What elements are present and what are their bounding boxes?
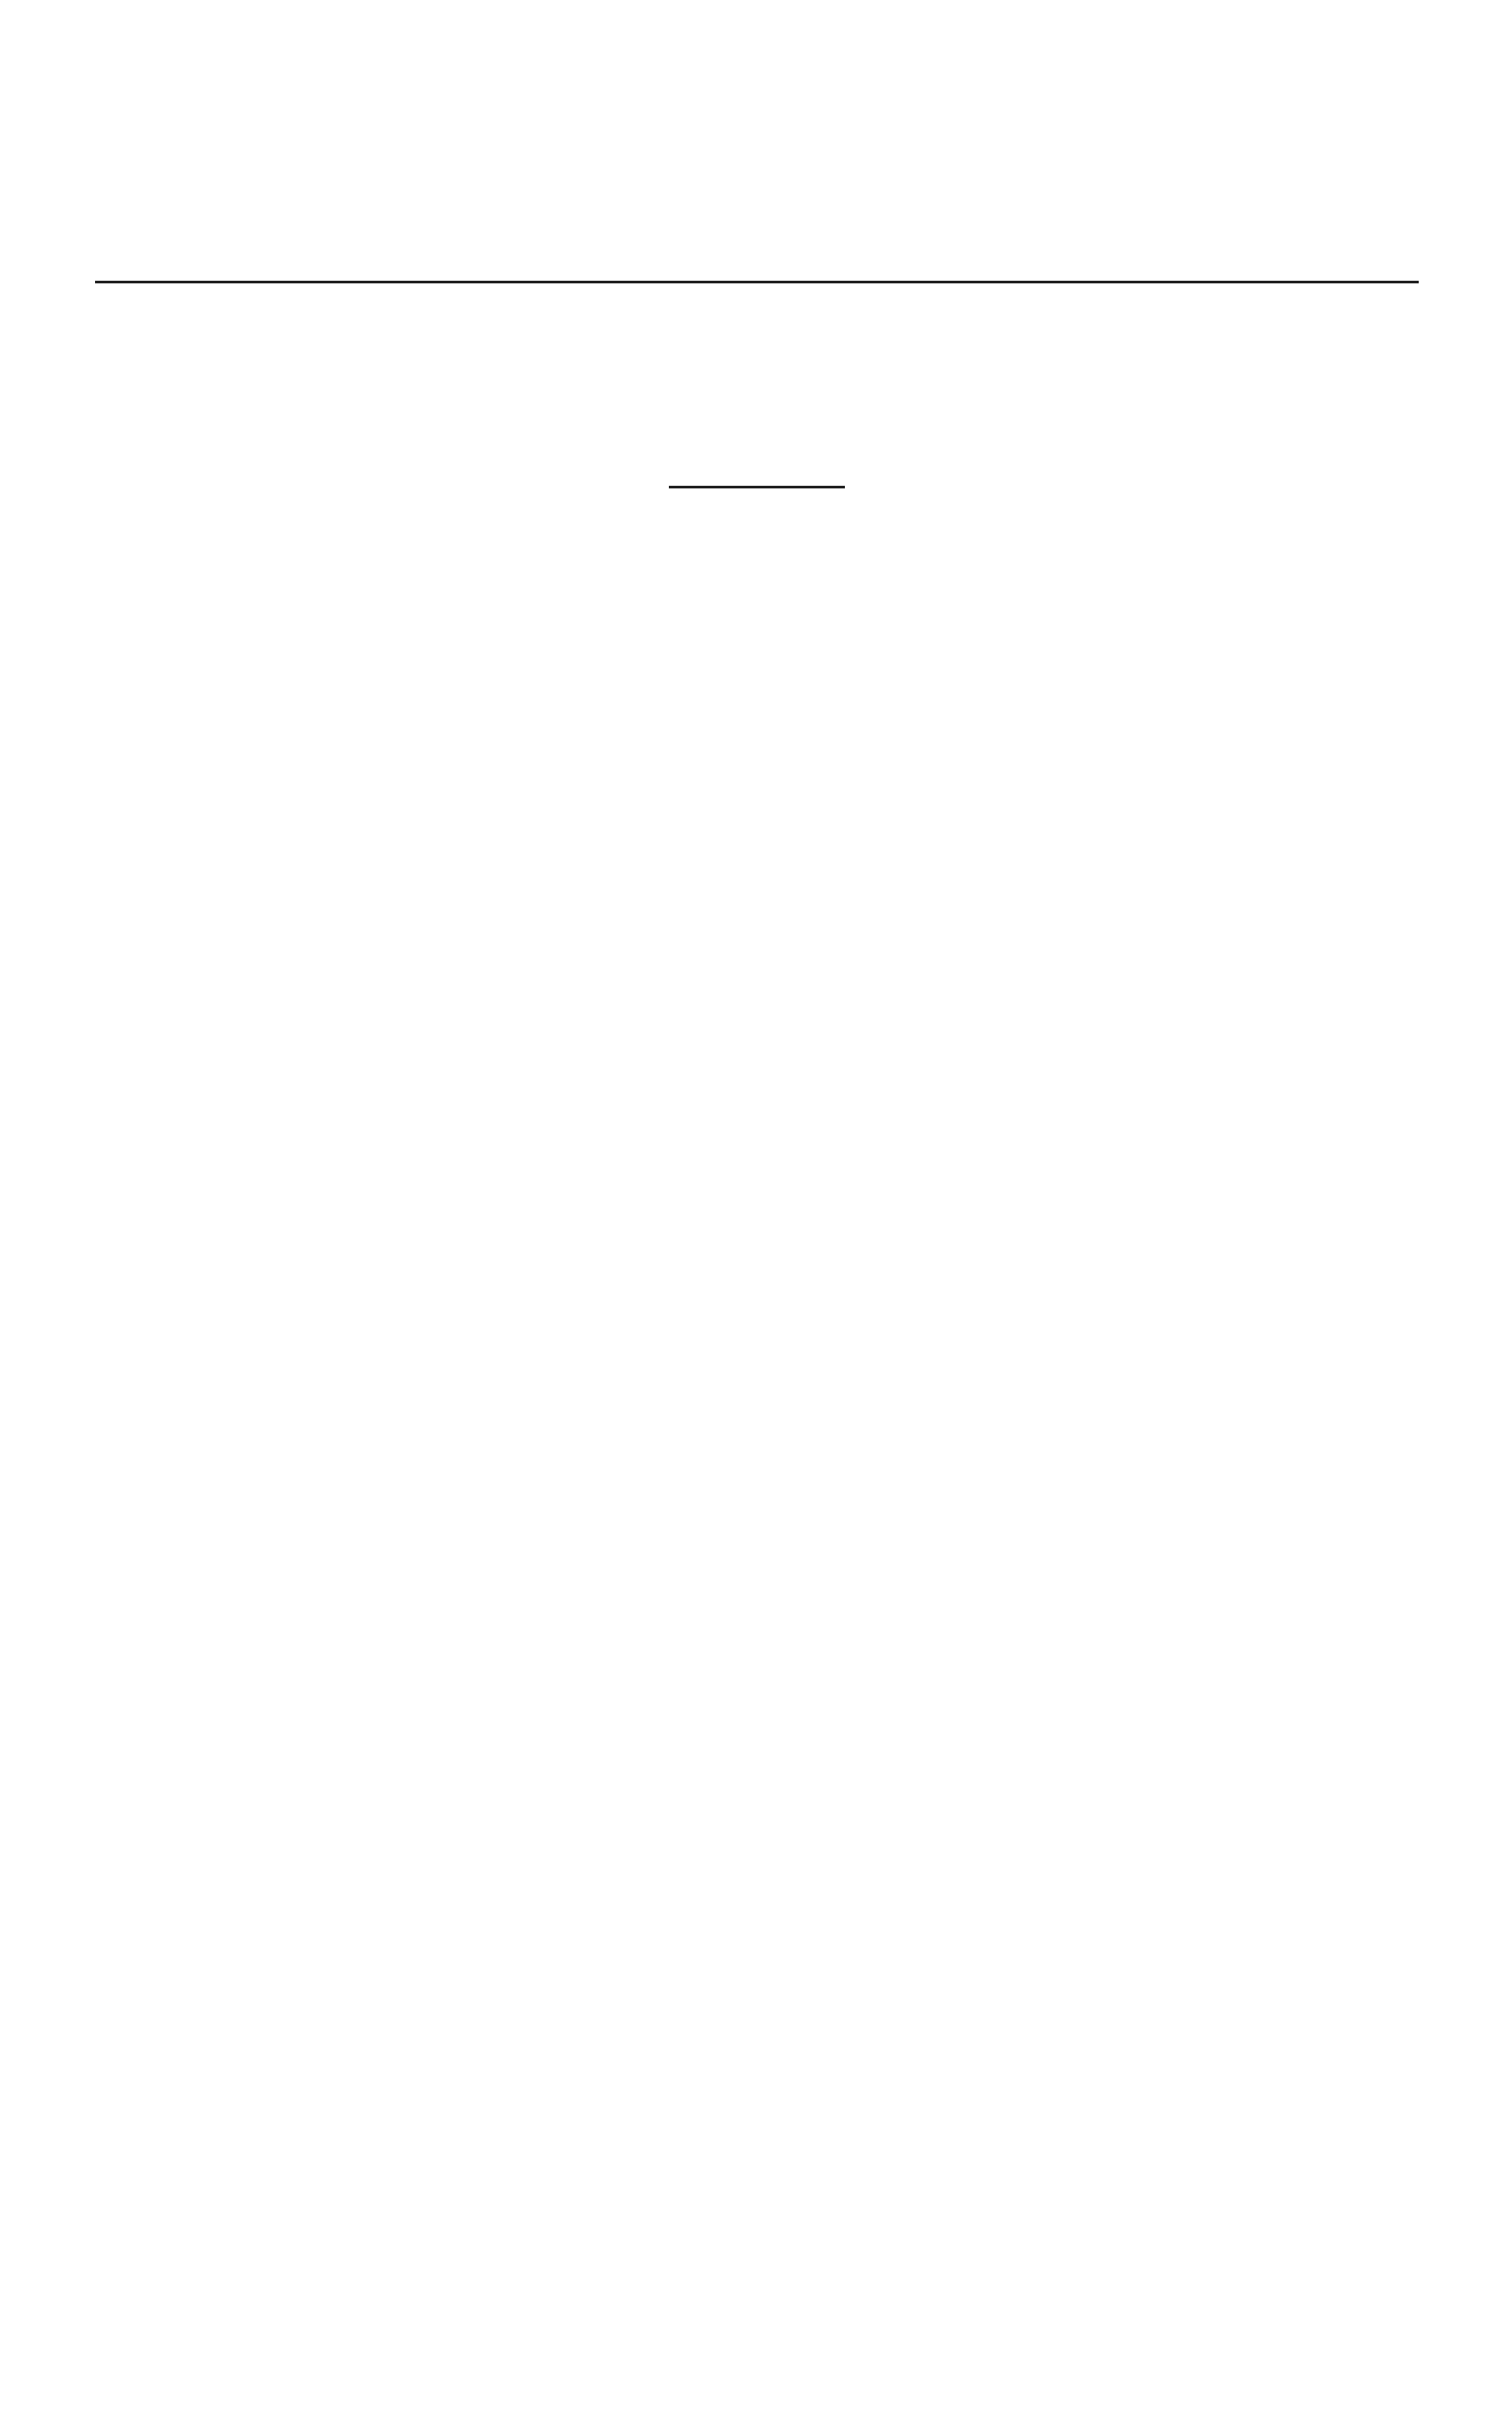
header-rule (95, 281, 1419, 283)
title-rule (669, 486, 845, 488)
